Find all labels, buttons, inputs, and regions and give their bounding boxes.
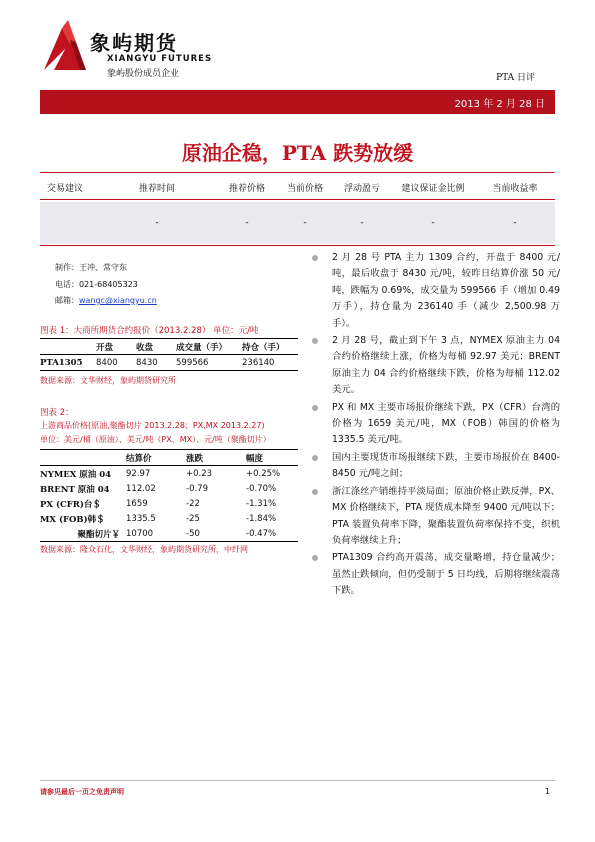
table-cell: MX (FOB)韩＄	[40, 514, 105, 525]
table-cell: -1.31%	[246, 498, 277, 509]
table-cell: -0.47%	[246, 528, 277, 539]
table1	[40, 338, 298, 371]
email-link[interactable]: wangc@xiangyu.cn	[79, 296, 157, 305]
rec-value-current: -	[303, 218, 307, 228]
table-header-cell: 持仓（手）	[242, 342, 285, 353]
rec-header-price: 推荐价格	[228, 184, 266, 194]
table-row	[40, 526, 298, 542]
rec-value-time: -	[155, 218, 159, 228]
table-cell: 8400	[96, 357, 118, 368]
table-cell: BRENT 原油 04	[40, 484, 110, 495]
table2-title: 图表 2：	[40, 408, 74, 418]
table-header-row	[40, 450, 298, 466]
table-cell: 599566	[176, 357, 209, 368]
table-row	[40, 511, 298, 526]
table-cell: 236140	[242, 357, 275, 368]
table-cell: -50	[186, 528, 200, 539]
table-header-cell: 涨跌	[186, 453, 204, 464]
email-row	[55, 295, 157, 306]
table1-title: 图表 1：大商所期货合约报价（2013.2.28） 单位：元/吨	[40, 326, 259, 336]
report-date: 2013 年 2 月 28 日	[454, 99, 545, 110]
rec-header-return: 当前收益率	[492, 184, 538, 194]
date-bar	[40, 90, 555, 114]
rec-value-price: -	[245, 218, 249, 228]
table-cell: 1335.5	[126, 513, 156, 524]
table-cell: +0.23	[186, 468, 213, 479]
table-cell: 8430	[136, 357, 158, 368]
table-cell: -0.79	[186, 483, 208, 494]
bullet-icon	[312, 338, 318, 344]
divider	[40, 172, 555, 173]
bullet-icon	[312, 255, 318, 261]
table-header-cell	[40, 339, 96, 355]
rec-value-return: -	[513, 218, 517, 228]
list-item: PTA1309 合约高开震荡，成交量略增，持仓量减少；虽然止跌倾向，但仍受制于 5 日均线，后期将继续震荡下跌。	[312, 550, 560, 599]
author: 制作：王冲、常守东	[55, 263, 127, 272]
bullet-icon	[312, 455, 318, 461]
table1-source: 数据来源：文华财经，象屿期货研究所	[40, 376, 176, 385]
table-header-cell: 结算价	[126, 453, 152, 464]
table-row	[40, 466, 298, 482]
table-cell: NYMEX 原油 04	[40, 469, 112, 480]
rec-value-margin: -	[431, 218, 435, 228]
document-type: PTA 日评	[496, 73, 535, 83]
list-item: 2 月 28 号，截止到下午 3 点，NYMEX 原油主力 04 合约价格继续上涨，价格为每桶 92.97 美元；BRENT 原油主力 04 合约价格继续下跌，价格为每桶 112.02 美元。	[312, 333, 560, 399]
list-item: PX 和 MX 主要市场报价继续下跌，PX（CFR）台湾的价格为 1659 美元/吨，MX（FOB）韩国的价格为 1335.5 美元/吨。	[312, 400, 560, 449]
table-cell: -22	[186, 498, 200, 509]
logo-en: XIANGYU FUTURES	[107, 54, 213, 64]
list-item: 浙江涤丝产销维持平淡局面；原油价格止跌反弹，PX、MX 价格继续下，PTA 现货成本降至 9400 元/吨以下；PTA 装置负荷率下降，聚酯装置负荷率保持不变，织机负荷率继续上升；	[312, 484, 560, 550]
table-cell: -25	[186, 513, 200, 524]
table-header-row	[40, 339, 298, 355]
commentary-list	[312, 250, 560, 601]
logo-subtitle: 象屿股份成员企业	[107, 69, 180, 79]
rec-header-current: 当前价格	[286, 184, 324, 194]
table-cell: 10700	[126, 528, 154, 539]
table-cell: -0.70%	[246, 483, 277, 494]
phone: 电话：021-68405323	[55, 280, 138, 289]
table-header-cell: 收盘	[136, 342, 154, 353]
logo-cn: 象屿期货	[90, 31, 178, 55]
table-row	[40, 355, 298, 371]
table-header-cell: 幅度	[246, 453, 264, 464]
table-cell: 92.97	[126, 468, 151, 479]
table-cell: PTA1305	[40, 357, 83, 368]
table-cell: PX (CFR)台＄	[40, 499, 101, 510]
bullet-icon	[312, 405, 318, 411]
recommendation-header	[40, 181, 555, 195]
table-cell: 1659	[126, 498, 148, 509]
table-row	[40, 481, 298, 496]
table-cell: 112.02	[126, 483, 156, 494]
company-logo	[40, 18, 90, 73]
table-cell: +0.25%	[246, 468, 281, 479]
table-cell: -1.84%	[246, 513, 277, 524]
page-title: 原油企稳，PTA 跌势放缓	[181, 141, 414, 165]
bullet-icon	[312, 489, 318, 495]
logo-mark-icon	[40, 18, 90, 73]
footer-divider	[40, 780, 555, 781]
list-item: 2 月 28 号 PTA 主力 1309 合约，开盘于 8400 元/吨，最后收盘于 8430 元/吨，较昨日结算价涨 50 元/吨，跌幅为 0.69%，成交量为 599566 手（增加 0.49 万手），持仓量为 236140 手（减少 2,500.98 万手）。	[312, 250, 560, 332]
table2-unit: 单位：美元/桶（原油）、美元/吨（PX、MX）、元/吨（聚酯切片）	[40, 435, 271, 444]
rec-value-pnl: -	[360, 218, 364, 228]
email-label: 邮箱：	[55, 296, 79, 305]
recommendation-values	[40, 218, 555, 230]
page-number: 1	[544, 787, 550, 796]
table-header-cell: 成交量（手）	[176, 342, 228, 353]
table-header-cell: 开盘	[96, 342, 114, 353]
list-item: 国内主要现货市场报继续下跌，主要市场报价在 8400-8450 元/吨之间；	[312, 450, 560, 483]
table2	[40, 449, 298, 542]
table-row	[40, 496, 298, 511]
rec-header-trade: 交易建议	[46, 184, 84, 194]
divider	[40, 199, 555, 200]
divider	[40, 245, 555, 246]
rec-header-margin: 建议保证金比例	[401, 184, 465, 194]
table2-subtitle: 上游商品价格(原油,聚酯切片 2013.2.28；PX,MX 2013.2.27)	[40, 421, 265, 430]
table2-source: 数据来源：隆众石化，文华财经，象屿期货研究所，中纤网	[40, 545, 248, 554]
rec-header-time: 推荐时间	[138, 184, 176, 194]
bullet-icon	[312, 555, 318, 561]
table-header-cell	[40, 450, 126, 466]
disclaimer-note: 请参见最后一页之免责声明	[40, 788, 124, 796]
table-cell: 聚酯切片￥	[77, 529, 120, 540]
rec-header-pnl: 浮动盈亏	[343, 184, 381, 194]
